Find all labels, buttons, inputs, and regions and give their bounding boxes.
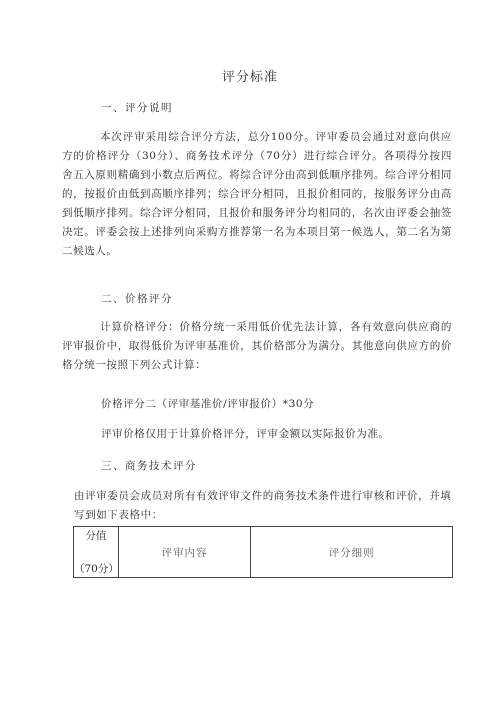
- review-content-header: 评审内容: [118, 527, 251, 578]
- price-note: 评审价格仅用于计算价格评分，评审金额以实际报价为准。: [101, 428, 390, 440]
- section-heading-evaluation-notes: 一、评分说明: [101, 102, 173, 114]
- score-total: （70分）: [74, 563, 119, 575]
- section-heading-price-scoring: 二、价格评分: [101, 293, 173, 305]
- score-label: 分值: [85, 530, 107, 542]
- scoring-table: [73, 526, 453, 578]
- table-row: [74, 527, 453, 578]
- business-technical-intro: 由评审委员会成员对所有有效评审文件的商务技术条件进行审核和评价，并填写到如下表格中：: [74, 490, 452, 521]
- scoring-details-header: 评分细则: [251, 527, 453, 578]
- section-heading-business-technical: 三、商务技术评分: [101, 460, 197, 472]
- price-formula: 价格评分二（评审基准价/评审报价）*30分: [101, 398, 315, 410]
- score-column-header: [74, 527, 119, 578]
- evaluation-notes-paragraph: 本次评审采用综合评分方法，总分100分。评审委员会通过对意向供应方的价格评分（30分）、商务技术评分（70分）进行综合评分。各项得分按四舍五入原则精确到小数点后两位。将综合评分由高到低顺序排列。综合评分相同的，按报价由低到高顺序排列；综合评分相同，且报价相同的，按服务评分由高到低顺序排列。综合评分相同，且报价和服务评分均相同的，名次由评委会抽签决定。评委会按上述排列向采购方推荐第一名为本项目第一候选人，第二名为第二候选人。: [62, 131, 452, 257]
- price-scoring-paragraph: 计算价格评分：价格分统一采用低价优先法计算，各有效意向供应商的评审报价中，取得低价为评审基准价，其价格部分为满分。其他意向供应方的价格分统一按照下列公式计算：: [62, 321, 452, 371]
- page-title: 评分标准: [221, 70, 278, 85]
